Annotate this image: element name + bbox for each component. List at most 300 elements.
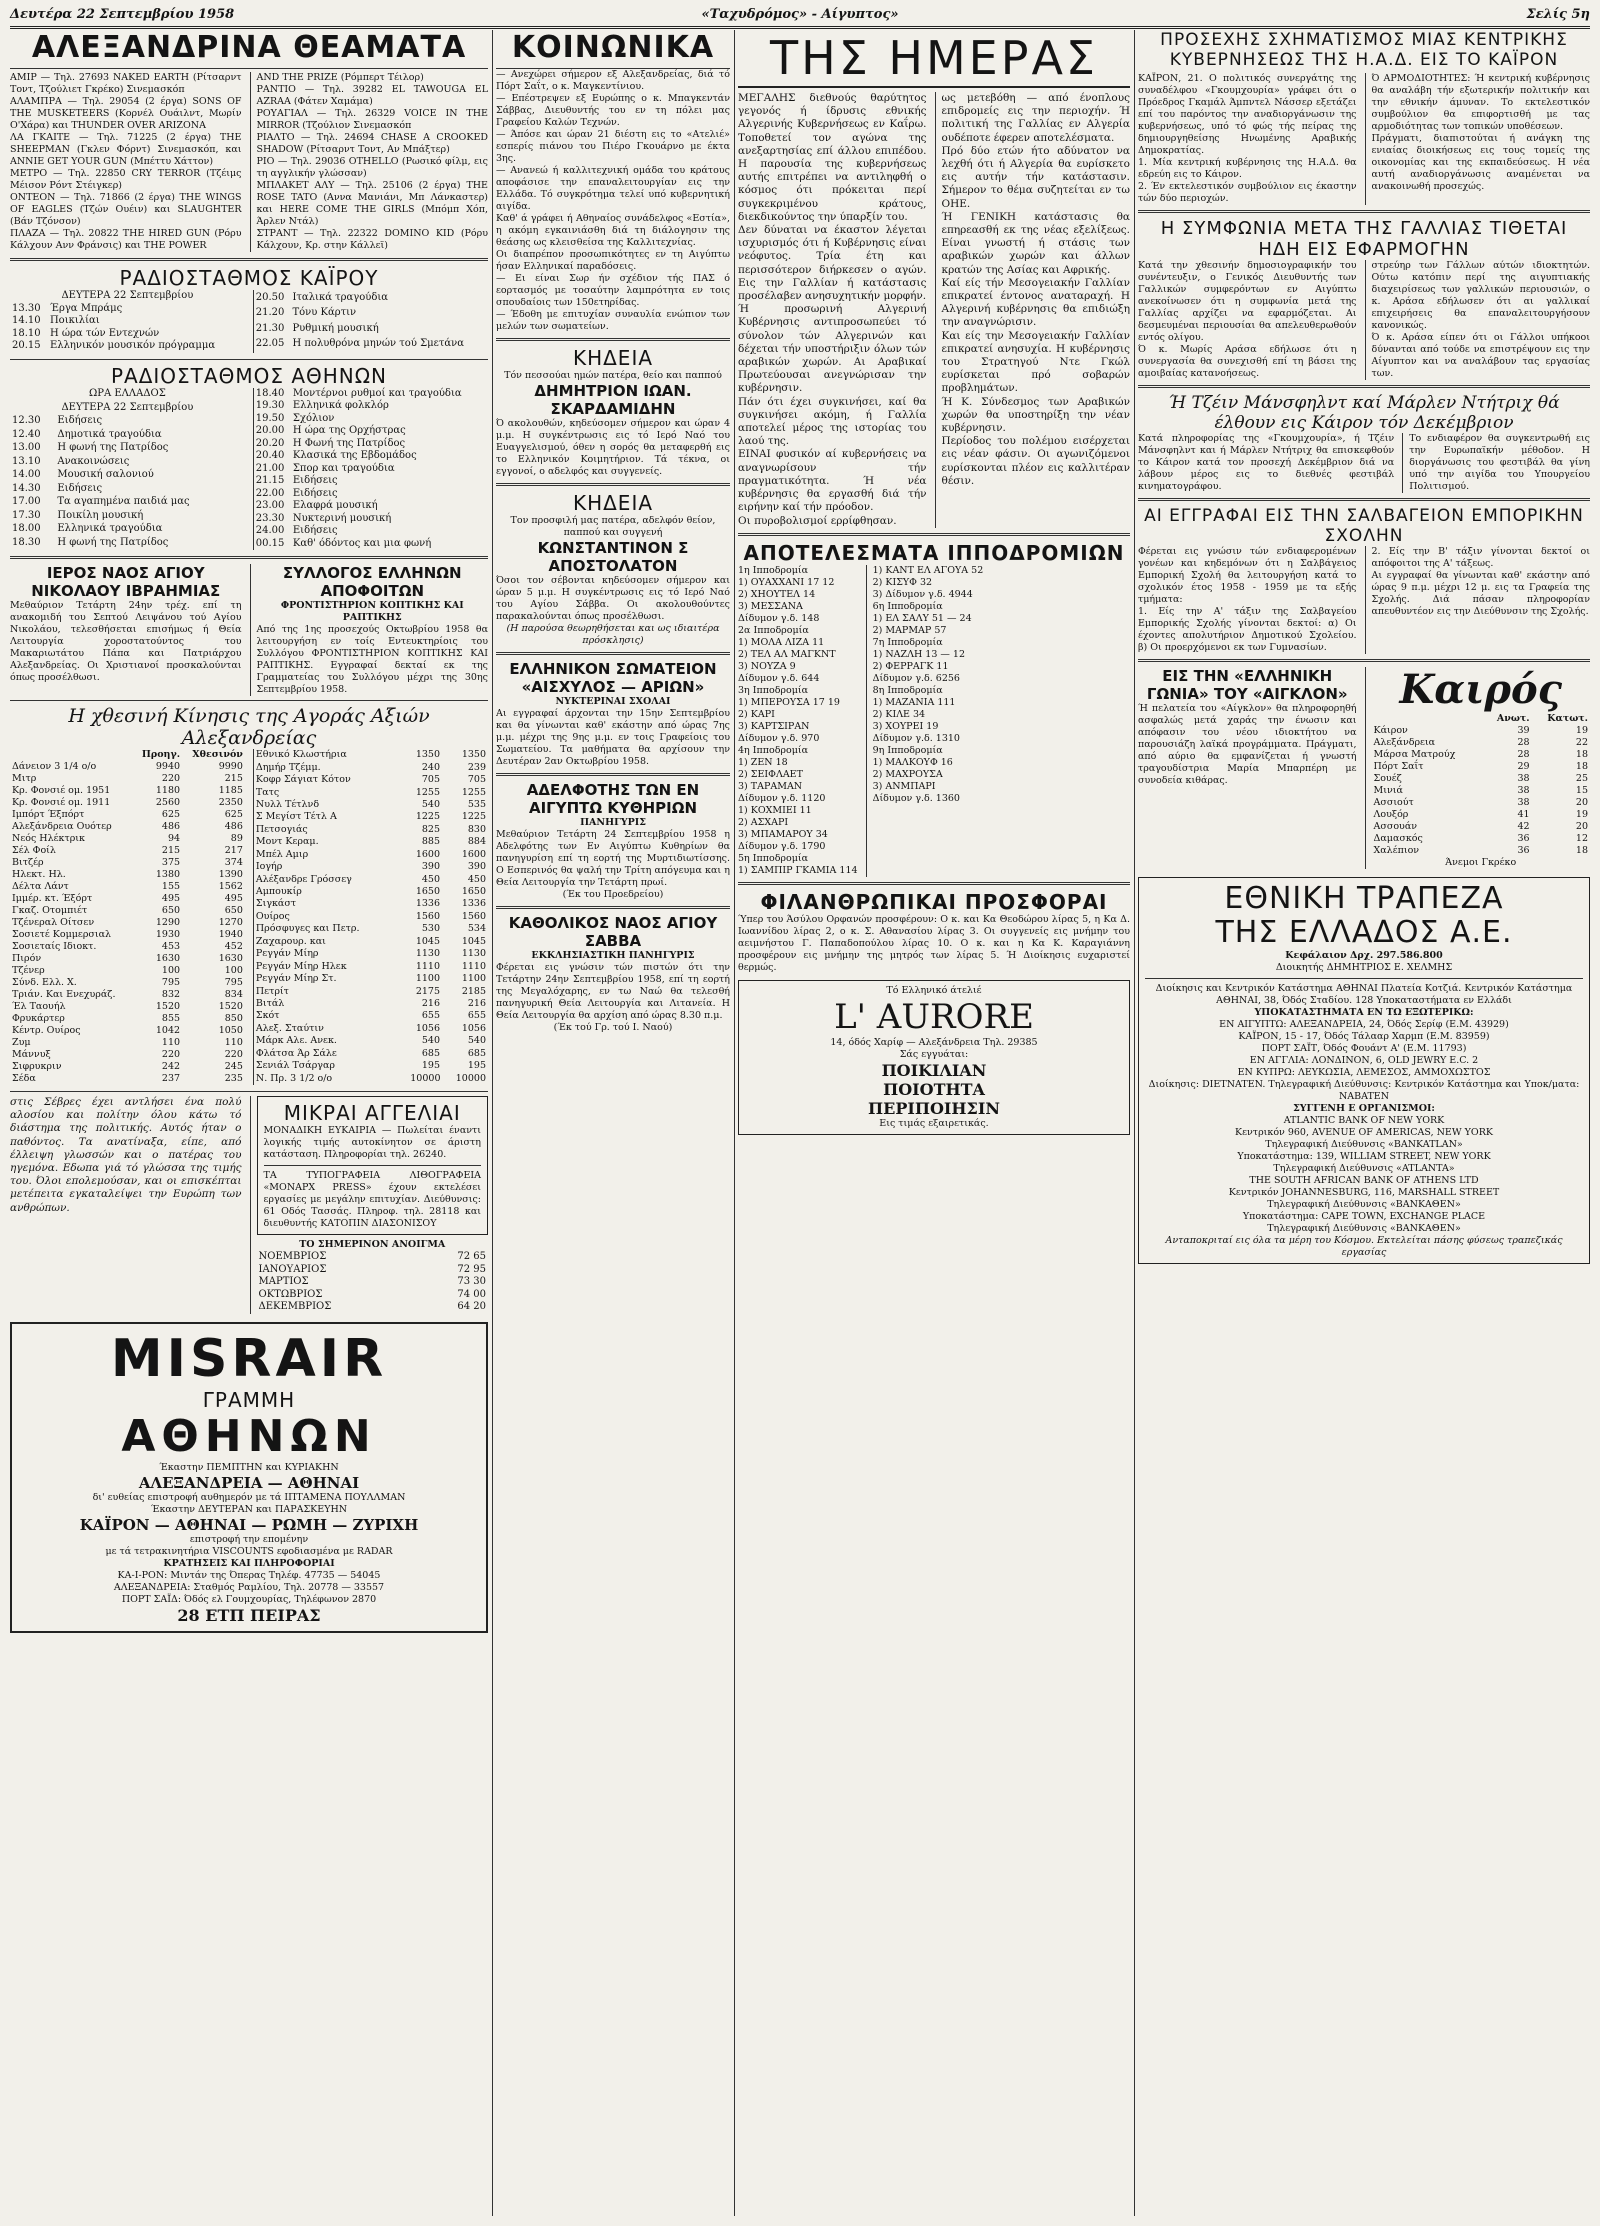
table-row: Μοντ Κεραμ. 885 884 xyxy=(255,836,486,848)
syllogos-notice xyxy=(250,564,489,696)
table-row: Τζένεραλ Οίτσεν 1290 1270 xyxy=(12,917,243,928)
program-row: 22.05 Η πολυθρόνα μηνών τού Σμετάνα xyxy=(255,338,464,350)
school-title: ΕΛΛΗΝΙΚΟΝ ΣΩΜΑΤΕΙΟΝ «ΑΙΣΧΥΛΟΣ — ΑΡΙΩΝ» xyxy=(509,660,717,696)
article-paragraph: Φέρεται εις γνώσιν τών ενδιαφερομένων γονέων και κηδεμόνων ότι η Σαλβάγειος Εμπορική Σχολή θα λειτουργήση κατά το σχολικόν έτος 1958 - 1959 με τα εξής τμήματα: xyxy=(1138,546,1357,605)
misrair-logo: MISRAIR xyxy=(110,1328,388,1389)
race-result: 5η Ιπποδρομία xyxy=(738,852,809,864)
table-row: Βιτάλ 216 216 xyxy=(255,997,486,1009)
table-row: Αλεξάνδρεια 28 22 xyxy=(1373,737,1588,748)
race-result: 3) ΑΝΜΠΑΡΙ xyxy=(872,780,936,792)
table-row: Ρεγγάν Μίηρ Στ. 1100 1100 xyxy=(255,973,486,985)
weather-logo: Καιρός xyxy=(1399,666,1563,713)
table-row: Μινιά 38 15 xyxy=(1373,785,1588,796)
editorial-paragraph: Καί είς τήν Μεσογειακήν Γαλλίαν επικρατεί έντονος αναταραχή. Η Αλγερινή κυβέρνησις θα επιδιώξη την αναγνώρισιν. xyxy=(941,276,1130,329)
program-row: 18.10 Η ώρα τών Εντεχνών xyxy=(12,327,160,339)
race-result: 2) ΚΙΛΕ 34 xyxy=(872,708,926,720)
program-row: 19.50 Σχόλιον xyxy=(255,412,335,424)
social-item: — Ανεχώρει σήμερον εξ Αλεξανδρείας, διά τό Πόρτ Σαΐτ, ο κ. Μαγκεντίνιου. xyxy=(496,69,730,92)
radio-cairo-date: ΔΕΥΤΕΡΑ 22 Σεπτεμβρίου xyxy=(61,290,194,301)
page-masthead xyxy=(10,4,1590,29)
social-item: — Έδοθη με επιτυχίαν συναυλία ενώπιον των μελών των σωματείων. xyxy=(496,309,730,332)
bank-affiliate: ATLANTIC BANK OF NEW YORK xyxy=(1283,1115,1445,1126)
aurore-item: ΠΟΙΚΙΛΙΑΝ xyxy=(881,1060,987,1080)
aurore-ad xyxy=(738,980,1130,1135)
program-row: 17.30 Ποικίλη μουσική xyxy=(12,509,144,521)
bank-title: ΕΘΝΙΚΗ ΤΡΑΠΕΖΑ xyxy=(1224,881,1504,916)
bank-affiliate: Τηλεγραφική Διεύθυνσις «ΒΑΝΚΑΘΕΝ» xyxy=(1267,1223,1461,1234)
table-row: Ιογήρ 390 390 xyxy=(255,861,486,873)
table-row: Ρεγγάν Μίηρ 1130 1130 xyxy=(255,948,486,960)
weather-box xyxy=(1365,667,1591,869)
funeral-text: Ό ακολουθών, κηδεύσομεν σήμερον και ώραν 4 μ.μ. Η συγκέντρωσις εις τό Ιερό Ναό του Ευαγγελισμού, όθεν η σορός θα μεταφερθή εις το Ελληνικόν Κοιμητήριον. Τά τέκνα, οι εγγονοί, ο αδελφός και συγγενείς. xyxy=(496,418,730,477)
social-item: Οι διαπρέπον προσωπικότητες εν τη Αιγύπτω ήσαν Ελληνικαί παραδόσεις. xyxy=(496,249,730,272)
program-row: 14.10 Ποικιλίαι xyxy=(12,315,100,326)
race-result: 1) ΚΟΧΜΙΕΙ 11 xyxy=(738,804,812,816)
bank-branches-title: ΥΠΟΚΑΤΑΣΤΗΜΑΤΑ ΕΝ ΤΩ ΕΞΩΤΕΡΙΚΩ: xyxy=(1254,1007,1474,1018)
radio-cairo-title: ΡΑΔΙΟΣΤΑΘΜΟΣ ΚΑΪΡΟΥ xyxy=(119,266,379,290)
small-ad: ΜΟΝΑΔΙΚΗ ΕΥΚΑΙΡΙΑ — Πωλείται έναντι λογικής τιμής αυτοκίνητον σε άριστη κατάσταση. Πληροφορίαι τηλ. 26240. xyxy=(263,1125,481,1160)
theatre-listing: ΜΕΤΡΟ — Τηλ. 22850 CRY TERROR (Τζέιμς Μέισον Ρόντ Στέιγκερ) xyxy=(10,168,242,191)
program-row: 20.20 Η Φωνή της Πατρίδος xyxy=(255,437,406,449)
race-result: Δίδυμον γ.δ. 6256 xyxy=(872,672,960,684)
radio-athens-title: ΡΑΔΙΟΣΤΑΘΜΟΣ ΑΘΗΝΩΝ xyxy=(110,363,387,388)
church-title: ΙΕΡΟΣ ΝΑΟΣ ΑΓΙΟΥ ΝΙΚΟΛΑΟΥ ΙΒΡΑΗΜΙΑΣ xyxy=(31,564,221,600)
radio-athens-subtitle: ΩΡΑ ΕΛΛΑΔΟΣ xyxy=(88,388,166,400)
aurore-intro: Τό Ελληνικό άτελιέ xyxy=(886,984,982,996)
bank-affiliate: Κεντρικόν 960, AVENUE OF AMERICAS, NEW YORK xyxy=(1235,1127,1493,1138)
theatre-listing: ΣΤΡΑΝΤ — Τηλ. 22322 DOMINO KID (Ρόρυ Κάλχουν, Κρ. στην Κάλλεϊ) xyxy=(256,228,488,251)
program-row: 12.30 Ειδήσεις xyxy=(12,415,103,427)
table-row: ΜΑΡΤΙΟΣ 73 30 xyxy=(258,1276,486,1287)
editorial-fragment: στις Σέβρες έχει αντλήσει ένα πολύ αλοσίου και πολίτην όλου κάτω τό διάστημα της πολιτικής. Αυτός ήταν ο παθόντος. Τα ανατίναξα, είπε, από έλλειψη γλωσσών και ο πατέρας του ηγεμόνα. Εδωπα γιά τό γλώσσα της τιμής του. Όλοι επολεμούσαν, και οι επισκέπται μετέπειτα εγκαταλείψει την Ευρώπη των ανθρώπων. xyxy=(10,1096,242,1214)
table-row: Μιτρ 220 215 xyxy=(12,773,243,784)
theatre-listing: ΠΛΑΖΑ — Τηλ. 20822 THE HIRED GUN (Ρόρυ Κάλχουν Ανν Φράνσις) και THE POWER xyxy=(10,228,242,251)
table-row: Τατς 1255 1255 xyxy=(255,786,486,798)
aurore-logo: L' AURORE xyxy=(834,996,1034,1037)
race-result: 4η Ιπποδρομία xyxy=(738,744,809,756)
mansfield-title: Ή Τζέιν Μάνσφηλντ καί Μάρλεν Ντήτριχ θά έλθουν εις Κάιρον τόν Δεκέμβριον xyxy=(1168,393,1560,433)
table-row: Σύνδ. Ελλ. Χ. 795 795 xyxy=(12,977,243,988)
column-rule xyxy=(1134,30,1135,2216)
race-result: 1η Ιπποδρομία xyxy=(738,564,809,576)
bank-affiliates-title: ΣΥΓΓΕΝΗ Ε ΟΡΓΑΝΙΣΜΟΙ: xyxy=(1293,1103,1435,1114)
school-subtitle: ΝΥΚΤΕΡΙΝΑΙ ΣΧΟΛΑΙ xyxy=(555,696,671,707)
program-row: 21.15 Ειδήσεις xyxy=(255,475,338,486)
table-row: Σουέζ 38 25 xyxy=(1373,773,1588,784)
table-header-row: Ανωτ. Κατωτ. xyxy=(1496,713,1588,724)
column-4 xyxy=(1138,30,1590,2216)
table-row: Σέλ Φοίλ 215 217 xyxy=(12,845,243,856)
table-row: Πετσογιάς 825 830 xyxy=(255,823,486,835)
cathedral-title: ΚΑΘΟΛΙΚΟΣ ΝΑΟΣ ΑΓΙΟΥ ΣΑΒΒΑ xyxy=(508,914,718,950)
bank-affiliate: THE SOUTH AFRICAN BANK OF ATHENS LTD xyxy=(1249,1175,1479,1186)
table-row: Μάρκ Αλε. Ανεκ. 540 540 xyxy=(255,1035,486,1047)
article-paragraph: 1. Είς την Α' τάξιν της Σαλβαγείου Εμπορικής Σχολής γίνονται δεκτοί: α) Οι έχοντες απολυτήριον Δημοτικού Σχολείου. β) Οι προερχόμενοι εκ των Γυμνασίων. xyxy=(1138,606,1357,653)
editorial-title: ΤΗΣ ΗΜΕΡΑΣ xyxy=(738,30,1130,88)
race-result: Δίδυμον γ.δ. 148 xyxy=(738,612,820,624)
bank-branch: ΕΝ ΑΓΓΛΙΑ: ΛΟΝΔΙΝΟΝ, 6, OLD JEWRY E.C. 2 xyxy=(1249,1055,1479,1066)
bank-affiliate: Τηλεγραφική Διεύθυνσις «ATLANTA» xyxy=(1273,1163,1455,1174)
article-paragraph: Ό κ. Αράσα είπεν ότι οι Γάλλοι υπήκοοι δύνανται από τούδε να επιστρέψουν εις την Αίγυπτον και να αναλάβουν τας εργασίας των. xyxy=(1371,332,1590,379)
editorial-paragraph: ΜΕΓΑΛΗΣ διεθνούς θαρύτητος γεγονός ή ίδρυσις εθνικής Αλγερινής Κυβερνήσεως εν Καΐρω. Τοποθετεί τον αγώνα της ανεξαρτησίας επί άλλου επιπέδου. Η παρουσία της κυβερνήσεως αυτής επιτρέπει να αντιληφθή ο κόσμος ότι πρόκειται περί συγκεκριμένου κράτους, διεκδικούντος την ύπαρξίν του. xyxy=(738,92,927,223)
table-row: Χαλέπιον 36 18 xyxy=(1373,845,1588,856)
race-result: 2) ΚΙΣΥΦ 32 xyxy=(872,576,933,588)
editorial-paragraph: Δεν δύναται να έκαστον λέγεται ισχυρισμός ότι ή Κυβέρνησις είναι νεόφυτος. Τρία έτη και περισσότερον διήρκεσεν ο αγών. Εις την Γαλλίαν ή κατάστασις προσέλαβεν ανησυχητικήν μορφήν. xyxy=(738,224,927,303)
race-result: 1) ΜΟΛΑ ΛΙΖΑ 11 xyxy=(738,636,825,648)
table-row: Αλεξ. Σταύτιν 1056 1056 xyxy=(255,1022,486,1034)
small-ads-title: ΜΙΚΡΑΙ ΑΓΓΕΛΙΑΙ xyxy=(283,1101,461,1125)
table-row: Ιμπόρτ Έξπόρτ 625 625 xyxy=(12,809,243,820)
gonia-article xyxy=(1138,667,1357,869)
editorial-paragraph: Και είς την Μεσογειακήν Γαλλίαν επικρατεί ανησυχία. Η κυβέρνησις του Στρατηγού Ντε Γκώλ ευρίσκεται πρό σοβαρών προβλημάτων. xyxy=(941,329,1130,395)
page-number: Σελίς 5η xyxy=(1526,7,1590,22)
column-3 xyxy=(738,30,1130,2216)
race-result: Δίδυμον γ.δ. 970 xyxy=(738,732,820,744)
misrair-text: Έκαστην ΔΕΥΤΕΡΑΝ και ΠΑΡΑΣΚΕΥΗΝ xyxy=(150,1503,348,1515)
bank-footer: Ανταποκριταί εις όλα τα μέρη του Κόσμου. Εκτελείται πάσης φύσεως τραπεζικάς εργασίας xyxy=(1165,1235,1563,1258)
bank-hq: Διοίκησις και Κεντρικόν Κατάστημα ΑΘΗΝΑΙ Πλατεία Κοτζιά. Κεντρικόν Κατάστημα ΑΘΗΝΑΙ, 38, Όδός Σταδίου. 128 Υποκαταστήματα εν Ελλάδι xyxy=(1155,983,1573,1006)
race-result: 2) ΜΑΧΡΟΥΣΑ xyxy=(872,768,943,780)
table-row: Ασσουάν 42 20 xyxy=(1373,821,1588,832)
race-result: Δίδυμον γ.δ. 1310 xyxy=(872,732,960,744)
misrair-footer: 28 ΕΤΠ ΠΕΙΡΑΣ xyxy=(177,1605,321,1625)
bank-governor: Διοικητής ΔΗΜΗΤΡΙΟΣ Ε. ΧΕΛΜΗΣ xyxy=(1275,962,1453,973)
race-result: 2) ΑΣΧΑΡΙ xyxy=(738,816,789,828)
radio-cairo-section xyxy=(10,266,488,353)
table-row: ΝΟΕΜΒΡΙΟΣ 72 65 xyxy=(258,1251,486,1262)
theatre-listing: ΡΙΑΛΤΟ — Τηλ. 24694 CHASE A CROOKED SHADOW (Ρίτσαρντ Τοντ, Αν Μπάξτερ) xyxy=(256,132,488,155)
program-row: 23.30 Νυκτερινή μουσική xyxy=(255,512,392,524)
bank-capital: Κεφάλαιον Δρχ. 297.586.800 xyxy=(1285,950,1443,961)
table-row: Κέντρ. Ουίρος 1042 1050 xyxy=(12,1025,243,1036)
races-list xyxy=(866,565,984,877)
gold-title: ΤΟ ΣΗΜΕΡΙΝΟΝ ΑΝΟΙΓΜΑ xyxy=(299,1239,446,1250)
race-result: 1) ΕΛ ΣΑΛΥ 51 — 24 xyxy=(872,612,972,624)
weather-table xyxy=(1372,713,1591,857)
table-row: Βιτζέρ 375 374 xyxy=(12,857,243,868)
theatre-listing: ΡΙΟ — Τηλ. 29036 OTHELLO (Ρωσικό φίλμ, εις τη αγγλικήν γλώσσαν) xyxy=(256,156,488,179)
table-row: Φλάτσα Άρ Σάλε 685 685 xyxy=(255,1047,486,1059)
table-row: Νεός Ηλέκτρικ 94 89 xyxy=(12,833,243,844)
bank-branch: ΕΝ ΑΙΓΥΠΤΩ: ΑΛΕΞΑΝΔΡΕΙΑ, 24, Όδός Σερίφ (Ε.Μ. 43929) xyxy=(1219,1019,1509,1030)
table-row: Ηλεκτ. Ηλ. 1380 1390 xyxy=(12,869,243,880)
article-paragraph: Ό κ. Μωρίς Αράσα εδήλωσε ότι η συνεργασία θα συνεχισθή επί τη βάσει της αμοιβαίας κατανοήσεως. xyxy=(1138,344,1357,379)
program-row: 13.10 Ανακοινώσεις xyxy=(12,455,130,467)
donations-title: ΦΙΛΑΝΘΡΩΠΙΚΑΙ ΠΡΟΣΦΟΡΑΙ xyxy=(760,889,1108,914)
table-row: Ασσιούτ 38 20 xyxy=(1373,797,1588,808)
program-row: 18.40 Μοντέρνοι ρυθμοί και τραγούδια xyxy=(255,387,462,399)
table-row: Σοσιετέ Κομμερσιαλ 1930 1940 xyxy=(12,929,243,940)
cathedral-subtitle: ΕΚΚΛΗΣΙΑΣΤΙΚΗ ΠΑΝΗΓΥΡΙΣ xyxy=(531,950,695,961)
table-row: Σιγκάστ 1336 1336 xyxy=(255,898,486,910)
race-result: 2) ΤΕΛ ΑΛ ΜΑΓΚΝΤ xyxy=(738,648,836,660)
article-paragraph: 2. Έν εκτελεστικόν συμβούλιον εις έκαστην τών δύο περιοχών. xyxy=(1138,181,1357,204)
table-row: Πόρτ Σαΐτ 29 18 xyxy=(1373,761,1588,772)
table-row: Σέδα 237 235 xyxy=(12,1073,243,1084)
misrair-line: ΓΡΑΜΜΗ xyxy=(202,1387,296,1412)
table-row: Ιμμέρ. κτ. Έξόρτ 495 495 xyxy=(12,893,243,904)
table-row: Νυλλ Τέτλνδ 540 535 xyxy=(255,798,486,810)
small-ads-box xyxy=(257,1096,489,1235)
theatre-listing: ΛΑ ΓΚΑΙΤΕ — Τηλ. 71225 (2 έργα) THE SHEEPMAN (Γκλεν Φόρντ) Σινεμασκόπ, και ANNIE GET YOUR GUN (Μπέττυ Χάττον) xyxy=(10,132,242,167)
race-result: 2) ΦΕΡΡΑΓΚ 11 xyxy=(872,660,949,672)
table-row: Σοσιεταίς Ιδιοκτ. 453 452 xyxy=(12,941,243,952)
editorial-paragraph: Ή προσωρινή Αλγερινή Κυβέρνησις αντιπροσωπεύει τό σύνολον τών Αλγερινών και δέχεται τήν υποστήριξιν όλων τών αραβικών χωρών. Αι Αραβικαί Πρωτεύουσαι ανεγνώρισαν την κυβέρνησιν. xyxy=(738,303,927,395)
misrair-route: ΑΛΕΞΑΝΔΡΕΙΑ — ΑΘΗΝΑΙ xyxy=(138,1473,360,1492)
table-row: Ζαχαρουρ. και 1045 1045 xyxy=(255,935,486,947)
social-item: Καθ' ά γράφει ή Αθηναίος συνάδελφος «Εστία», η ακόμη εγκαινιάσθη διά τη διάλογησιν της θεάσης ως κλεισθείσα της Καλλιτεχνίας. xyxy=(496,213,730,248)
bank-branch: ΕΝ ΚΥΠΡΩ: ΛΕΥΚΩΣΙΑ, ΛΕΜΕΣΟΣ, ΑΜΜΟΧΩΣΤΟΣ xyxy=(1237,1067,1491,1078)
theatres-section xyxy=(10,30,488,252)
race-result: 1) ΚΑΝΤ ΕΛ ΑΓΟΥΑ 52 xyxy=(872,564,984,576)
radio-athens-date: ΔΕΥΤΕΡΑ 22 Σεπτεμβρίου xyxy=(61,401,194,413)
radio-cairo-table xyxy=(10,290,245,353)
program-row: 13.30 Έργα Μπράμς xyxy=(12,302,123,314)
theatres-title: ΑΛΕΞΑΝΔΡΙΝΑ ΘΕΑΜΑΤΑ xyxy=(10,30,488,69)
table-row: Μάρσα Ματρούχ 28 18 xyxy=(1373,749,1588,760)
table-row: Τριάν. Και Ενεχυράζ. 832 834 xyxy=(12,989,243,1000)
market-section xyxy=(10,705,488,1085)
race-result: 8η Ιπποδρομία xyxy=(872,684,943,696)
syllogos-subtitle: ΦΡΟΝΤΙΣΤΗΡΙΟΝ ΚΟΠΤΙΚΗΣ ΚΑΙ ΡΑΠΤΙΚΗΣ xyxy=(280,600,464,623)
program-row: 22.00 Ειδήσεις xyxy=(255,487,338,499)
table-row: Κρ. Φονσιέ ομ. 1951 1180 1185 xyxy=(12,785,243,796)
table-row: Μάννυξ 220 220 xyxy=(12,1049,243,1060)
race-result: 2α Ιπποδρομία xyxy=(738,624,809,636)
article-paragraph: Κατά πληροφορίας της «Γκουμχουρία», ή Τζέιν Μάνσφηλντ και ή Μάρλεν Ντήτριχ θα επισκεφθούν το Κάιρον κατά τον προσεχή Δεκέμβριον διά να λάβουν μέρος εις το διεθνές φεστιβάλ κινηματογράφου. xyxy=(1138,433,1395,492)
bank-affiliate: Τηλεγραφική Διεύθυνσις «BANKATLAN» xyxy=(1265,1139,1463,1150)
gonia-text: Ή πελατεία του «Αίγκλον» θα πληροφορηθή ασφαλώς μετά χαράς την ένωσιν και απόφασιν του νέου ιδιοκτήτου να παρουσιάζη λαϊκά προγράμματα. Πράγματι, από αύριο θα εμφανίζεται ή γνωστή τραγουδίστρια Μαρία Μπαρπέρη με συνοδεία κιθάρας. xyxy=(1138,703,1357,786)
funeral-name: ΚΩΝΣΤΑΝΤΙΝΟΝ Σ ΑΠΟΣΤΟΛΑΤΟΝ xyxy=(537,539,689,575)
editorial-paragraph: Περίοδος του πολέμου εισέρχεται εις νέαν φάσιν. Οι αγωνιζόμενοι ευρίσκονται πλέον εις καλλιτέραν θέσιν. xyxy=(941,435,1130,487)
cairo-govt-title: ΠΡΟΣΕΧΗΣ ΣΧΗΜΑΤΙΣΜΟΣ ΜΙΑΣ ΚΕΝΤΡΙΚΗΣ ΚΥΒΕΡΝΗΣΕΩΣ ΤΗΣ Η.Α.Δ. ΕΙΣ ΤΟ ΚΑΪΡΟΝ xyxy=(1160,30,1568,70)
races-title: ΑΠΟΤΕΛΕΣΜΑΤΑ ΙΠΠΟΔΡΟΜΙΩΝ xyxy=(743,540,1125,565)
column-rule xyxy=(734,30,735,2216)
race-result: 1) ΖΕΝ 18 xyxy=(738,756,788,768)
table-row: Κάιρον 39 19 xyxy=(1373,725,1588,736)
race-result: 3) ΚΑΡΤΣΙΡΑΝ xyxy=(738,720,810,732)
article-paragraph: Πράγματι, διαπιστούται ή ανάγκη της ενιαίας διοικήσεως εις τους τομείς της οικονομίας και της εκπαιδεύσεως. Η νέα αυτή αναδιοργάνωσις αναμένεται να ανακοινωθή προσεχώς. xyxy=(1371,133,1590,192)
program-row: 20.50 Ιταλικά τραγούδια xyxy=(255,291,389,303)
cathedral-sign: (Έκ τού Γρ. τού Ι. Ναού) xyxy=(553,1022,673,1033)
brotherhood-sign: (Έκ του Προεδρείου) xyxy=(562,889,664,900)
theatre-listing: ΟΝΤΕΟΝ — Τηλ. 71866 (2 έργα) THE WINGS OF EAGLES (Τζών Ουέιν) και SLAUGHTER (Βάν Τζόνσον) xyxy=(10,192,242,227)
race-result: 1) ΜΠΕΡΟΥΣΑ 17 19 xyxy=(738,696,840,708)
table-row: Έλ Ταουήλ 1520 1520 xyxy=(12,1001,243,1012)
misrair-text: με τά τετρακινητήρια VISCOUNTS εφοδιασμένα με RADAR xyxy=(105,1545,393,1557)
races-list xyxy=(738,565,858,877)
funeral-title: ΚΗΔΕΙΑ xyxy=(572,491,654,515)
theatre-listing: AND THE PRIZE (Ρόμπερτ Τέιλορ) xyxy=(256,72,424,83)
program-row: 21.30 Ρυθμική μουσική xyxy=(255,322,379,334)
program-row: 23.00 Ελαφρά μουσική xyxy=(255,500,378,511)
table-row: Φρυκάρτερ 855 850 xyxy=(12,1013,243,1024)
theatre-listing: ΜΠΛΑΚΕΤ ΑΛΥ — Τηλ. 25106 (2 έργα) THE ROSE TATO (Αννα Μανιάνι, Μπ Λάνκαστερ) και HERE COME THE GIRLS (Μπόμπ Χόπ, Άρλεν Ντάλ) xyxy=(256,180,488,227)
misrair-contact: ΚΑ-Ι-ΡΟΝ: Μιντάν της Όπερας Τηλέφ. 47735 — 54045 xyxy=(117,1569,381,1581)
race-result: 6η Ιπποδρομία xyxy=(872,600,943,612)
funeral-intro: Τον προσφιλή μας πατέρα, αδελφόν θείον, παππού και συγγενή xyxy=(510,515,716,538)
weather-footer: Άνεμοι Γκρέκο xyxy=(1445,857,1517,868)
funeral-name: ΔΗΜΗΤΡΙΟΝ ΙΩΑΝ. ΣΚΑΡΔΑΜΙΔΗΝ xyxy=(534,382,692,418)
misrair-text: ΚΡΑΤΗΣΕΙΣ ΚΑΙ ΠΛΗΡΟΦΟΡΙΑΙ xyxy=(163,1557,335,1569)
race-result: 2) ΣΕΙΦΛΑΕΤ xyxy=(738,768,803,780)
bank-ad xyxy=(1138,877,1590,1264)
issue-date: Δευτέρα 22 Σεπτεμβρίου 1958 xyxy=(10,7,235,22)
table-row: ΙΑΝΟΥΑΡΙΟΣ 72 95 xyxy=(258,1263,486,1275)
editorial-paragraph: Ή ΓΕΝΙΚΗ κατάστασις θα επηρεασθή εκ της νέας εξελίξεως. Είναι γνωστή ή στάσις των αραβικών χωρών και άλλων κρατών της Ασίας και Αφρικής. xyxy=(941,210,1130,276)
misrair-ad xyxy=(10,1322,488,1633)
market-table xyxy=(253,749,488,1085)
misrair-text: επιστροφή την επομένην xyxy=(189,1533,309,1545)
aurore-item: ΠΕΡΙΠΟΙΗΣΙΝ xyxy=(868,1098,1000,1118)
theatre-listing: ΡΟΥΑΓΙΑΛ — Τηλ. 26329 VOICE IN THE MIRROR (Τζούλιον Σινεμασκόπ xyxy=(256,108,488,131)
theatre-listing: ΑΛΑΜΠΡΑ — Τηλ. 29054 (2 έργα) SONS OF THE MUSKETEERS (Κορνέλ Ουάιλντ, Μωρίν Ο'Χάρα) και THUNDER OVER ARIZONA xyxy=(10,96,242,131)
article-paragraph: Ό ΑΡΜΟΔΙΟΤΗΤΕΣ: Ή κεντρική κυβέρνησις θα αναλάβη τήν εξωτερικήν πολιτικήν και την εθνικήν άμυναν. Το εκτελεστικόν συμβούλιον θα επιφορτισθή με τας αρμοδιότητας των τοπικών υποθέσεων. xyxy=(1371,73,1590,132)
editorial-paragraph: Πάν ότι έχει συγκινήσει, καί θα συγκινήσει ακόμη, ή Γαλλία αποτελεί μέρος της ιστορίας του λαού της. xyxy=(738,395,927,448)
table-row: ΟΚΤΩΒΡΙΟΣ 74 00 xyxy=(258,1288,486,1300)
bank-telegraph: Διοίκησις: DIETNATEN. Τηλεγραφική Διεύθυνσις: Κεντρικόν Κατάστημα και Υποκ/ματα: NABATEN xyxy=(1148,1079,1580,1102)
race-result: Δίδυμον γ.δ. 1790 xyxy=(738,840,826,852)
france-title: Η ΣΥΜΦΩΝΙΑ ΜΕΤΑ ΤΗΣ ΓΑΛΛΙΑΣ ΤΙΘΕΤΑΙ ΗΔΗ ΕΙΣ ΕΦΑΡΜΟΓΗΝ xyxy=(1160,218,1568,260)
editorial-paragraph: Οι πυροβολισμοί ερρίφθησαν. xyxy=(738,514,897,527)
misrair-text: δι' ευθείας επιστροφή αυθημερόν με τά ΙΠΤΑΜΕΝΑ ΠΟΥΛΛΜΑΝ xyxy=(92,1491,406,1503)
social-item: — Ει είναι Σωρ ήν σχέδιον τής ΠΑΣ ό εορτασμός με τοσαύτην λαμπρότητα εν τοις σπουδαίοις των 150ετηρίδας. xyxy=(496,273,730,308)
bank-title: ΤΗΣ ΕΛΛΑΔΟΣ Α.Ε. xyxy=(1215,915,1513,950)
table-row: Δέλτα Λάντ 155 1562 xyxy=(12,881,243,892)
funeral-title: ΚΗΔΕΙΑ xyxy=(572,346,654,370)
table-row: Σενιάλ Τσάργαρ 195 195 xyxy=(255,1060,486,1072)
aurore-item: ΠΟΙΟΤΗΤΑ xyxy=(883,1079,985,1099)
program-row: 18.30 Η φωνή της Πατρίδος xyxy=(12,536,169,548)
table-row: Σιφρυκριν 242 245 xyxy=(12,1061,243,1072)
race-result: 3) ΧΟΥΡΕΙ 19 xyxy=(872,720,939,732)
radio-athens-table xyxy=(10,388,245,551)
brotherhood-title: ΑΔΕΛΦΟΤΗΣ ΤΩΝ ΕΝ ΑΙΓΥΠΤΩ ΚΥΘΗΡΙΩΝ xyxy=(526,781,700,817)
table-row: Πιρόν 1630 1630 xyxy=(12,953,243,964)
editorial-paragraph: ΕΙΝΑΙ φυσικόν αί κυβερνήσεις να αναγνωρίσουν τήν πραγματικότητα. Ή νέα κυβέρνησις θα εργασθή διά τήν ειρήνην καί τήν πρόοδον. xyxy=(738,448,927,514)
race-result: 2) ΧΗΟΥΤΕΛ 14 xyxy=(738,588,816,600)
article-paragraph: 1. Μία κεντρική κυβέρνησις της Η.Α.Δ. θα εδρεύη εις το Κάιρον. xyxy=(1138,157,1357,180)
program-row: 14.00 Μουσική σαλονιού xyxy=(12,469,154,481)
table-row: Κρ. Φονσιέ ομ. 1911 2560 2350 xyxy=(12,797,243,808)
column-2 xyxy=(496,30,730,2216)
program-row: 00.15 Καθ' όδόντος και μια φωνή xyxy=(255,537,432,549)
table-row: Ν. Πρ. 3 1/2 ο/ο 10000 10000 xyxy=(255,1072,486,1084)
bank-affiliate: Υποκατάστημα: CAPE TOWN, EXCHANGE PLACE xyxy=(1242,1211,1486,1222)
race-result: 7η Ιπποδρομία xyxy=(872,636,943,648)
program-row: 19.30 Ελληνικά φολκλόρ xyxy=(255,400,389,411)
program-row: 24.00 Ειδήσεις xyxy=(255,525,338,536)
social-title: ΚΟΙΝΩΝΙΚΑ xyxy=(496,30,730,69)
aurore-footer: Εις τιμάς εξαιρετικάς. xyxy=(879,1117,989,1129)
misrair-route: ΚΑΪΡΟΝ — ΑΘΗΝΑΙ — ΡΩΜΗ — ΖΥΡΙΧΗ xyxy=(79,1515,419,1534)
table-row: ΔΕΚΕΜΒΡΙΟΣ 64 20 xyxy=(258,1301,486,1312)
table-row: Εθνικό Κλωστήρια 1350 1350 xyxy=(255,749,486,761)
program-row: 14.30 Ειδήσεις xyxy=(12,482,103,494)
syllogos-text: Από της 1ης προσεχούς Οκτωβρίου 1958 θα λειτουργήση εν τοίς Εντευκτηρίοις του Συλλόγου ΦΡΟΝΤΙΣΤΗΡΙΟΝ ΚΟΠΤΙΚΗΣ ΚΑΙ ΡΑΠΤΙΚΗΣ. Εγγραφαί δεκταί εκ της Γραμματείας του Συλλόγου μέχρι της 30ης Σεπτεμβρίου 1958. xyxy=(256,624,488,695)
radio-athens-section xyxy=(10,364,488,551)
race-result: Δίδυμον γ.δ. 1360 xyxy=(872,792,960,804)
race-result: 2) ΜΑΡΜΑΡ 57 xyxy=(872,624,947,636)
cathedral-text: Φέρεται εις γνώσιν τών πιστών ότι την Τετάρτην 24ην Σεπτεμβρίου 1958, επί τη εορτή της Μεγαλόχαρης, εν τω Ναώ θα τελεσθή πανηγυρική Θεία Λειτουργία και Λιτανεία. Η Θεία Λειτουργία θα αρχίση από ώρας 8.30 π.μ. xyxy=(496,962,730,1021)
race-result: 3) ΜΠΑΜΑΡΟΥ 34 xyxy=(738,828,828,840)
table-row: Δαμασκός 36 12 xyxy=(1373,833,1588,844)
article-paragraph: στρεύηρ των Γάλλων αύτών ιδιοκτητών. Ούτω κατόπιν περί της αιγυπτιακής διαχειρίσεως των γαλλικών περιουσιών, ο κ. Αράσα εδήλωσεν ότι αι γαλλικαί επιχειρήσεις θα επαναλειτουργήσουν κανονικώς. xyxy=(1371,260,1590,331)
small-ad: ΤΑ ΤΥΠΟΓΡΑΦΕΙΑ ΛΙΘΟΓΡΑΦΕΙΑ «ΜΟΝΑΡΧ PRESS» έχουν εκτελέσει εργασίες με μεγάλην επιτυχίαν. Διεύθυνσις: 61 Οδός Τασσάς. Πληροφ. τηλ. 28118 και διευθυντής ΚΑΤΟΠΙΝ ΔΙΑΣΟΝΙΣΟΥ xyxy=(263,1170,481,1229)
column-1 xyxy=(10,30,488,2216)
article-paragraph: ΚΑΪΡΟΝ, 21. Ο πολιτικός συνεργάτης της συναδέλφου «Γκουμχουρία» γράφει ότι ο Πρόεδρος Γκαμάλ Άμπντελ Νάσσερ εξετάζει επί του παρόντος την αναδιοργάνωσιν της κυβερνήσεως, υπό τό φώς τής πείρας της δημιουργηθείσης Ηνωμένης Αραβικής Δημοκρατίας. xyxy=(1138,73,1357,156)
market-title: Η χθεσινή Κίνησις της Αγοράς Αξιών Αλεξανδρείας xyxy=(68,705,430,749)
race-result: 1) ΝΑΖΛΗ 13 — 12 xyxy=(872,648,966,660)
radio-athens-table xyxy=(253,388,488,551)
program-row: 20.00 Η ώρα της Ορχήστρας xyxy=(255,425,406,436)
market-table xyxy=(10,749,245,1085)
race-result: 1) ΟΥΑΧΧΑΝΙ 17 12 xyxy=(738,576,835,588)
table-row: Αλεξάνδρεια Ουότερ 486 486 xyxy=(12,821,243,832)
table-row: Ουίρος 1560 1560 xyxy=(255,910,486,922)
race-result: 1) ΜΑΖΑΝΙΑ 111 xyxy=(872,696,956,708)
race-result: 3η Ιπποδρομία xyxy=(738,684,809,696)
misrair-contact: ΑΛΕΞΑΝΔΡΕΙΑ: Σταθμός Ραμλίου, Τηλ. 20778 — 33557 xyxy=(113,1581,385,1593)
bank-branch: ΠΟΡΤ ΣΑΪΤ, Όδός Φουάντ Α' (Ε.Μ. 11793) xyxy=(1261,1043,1467,1054)
donations-text: Ύπερ του Άσύλου Ορφανών προσφέρουν: Ο κ. και Κα Θεοδώρου λίρας 5, η Κα Δ. Ιωαννίδου λίρας 2, ο κ. Σ. Αθανασίου λίρας 3. Οι συγγενείς εις μνήμην του αειμνήστου Γ. Παπαδοπούλου λίρας 10. Ο κ. και η Κα Κ. Καραγιάννη προσφέρουν εις μνήμην της μητρός των λίρας 5. Ή Διοίκησις ευχαριστεί θερμώς. xyxy=(738,913,1130,973)
table-row: Ρεγγάν Μίηρ Ηλεκ 1110 1110 xyxy=(255,960,486,972)
race-result: 1) ΜΑΛΚΟΥΦ 16 xyxy=(872,756,953,768)
table-header-row: Προηγ. Χθεσινόν xyxy=(141,749,243,760)
funeral-intro: Τόν πεσσούαι ημών πατέρα, θείο και παππού xyxy=(504,370,722,381)
article-paragraph: Το ενδιαφέρον θα συγκεντρωθή εις την Ευρωπαϊκήν μέθοδον. Η διοργάνωσις του φεστιβάλ θα γίνη υπό την αιγίδα του Υπουργείου Πολιτισμού. xyxy=(1402,433,1590,493)
race-result: 3) Δίδυμον γ.δ. 4944 xyxy=(872,588,973,600)
article-paragraph: Αι εγγραφαί θα γίνωνται καθ' εκάστην από ώρας 9 π.μ. μέχρι 12 μ. εις τα Γραφεία της Σχολής. Διά πάσαν πληροφορίαν απευθυντέον εις την Διεύθυνσιν της Σχολής. xyxy=(1371,570,1590,617)
table-row: Ζυμ 110 110 xyxy=(12,1037,243,1048)
program-row: 21.00 Σπορ και τραγούδια xyxy=(255,462,395,474)
bank-affiliate: Τηλεγραφική Διεύθυνσις «ΒΑΝΚΑΘΕΝ» xyxy=(1267,1199,1461,1210)
table-row: Τζένερ 100 100 xyxy=(12,965,243,976)
school-text: Αι εγγραφαί άρχονται την 15ην Σεπτεμβρίου και θα γίνωνται καθ' εκάστην από ώρας 7ης μ.μ. μέχρι της 9ης μ.μ. εν τοις Γραφείοις του Σωματείου. Τα μαθήματα θα αρχίσουν την Δευτέραν 2αν Οκτωβρίου 1958. xyxy=(496,708,730,767)
program-row: 17.00 Τα αγαπημένα παιδιά μας xyxy=(12,496,190,508)
race-result: 2) ΚΑΡΙ xyxy=(738,708,775,720)
race-result: Δίδυμον γ.δ. 644 xyxy=(738,672,820,684)
program-row: 12.40 Δημοτικά τραγούδια xyxy=(12,428,162,440)
program-row: 20.40 Κλασικά της Εβδομάδος xyxy=(255,450,417,461)
race-result: 9η Ιπποδρομία xyxy=(872,744,943,756)
salvagios-title: ΑΙ ΕΓΓΡΑΦΑΙ ΕΙΣ ΤΗΝ ΣΑΛΒΑΓΕΙΟΝ ΕΜΠΟΡΙΚΗΝ ΣΧΟΛΗΝ xyxy=(1144,506,1584,546)
table-row: Γκαζ. Οτομπιέτ 650 650 xyxy=(12,905,243,916)
bank-branch: ΚΑΪΡΟΝ, 15 - 17, Όδός Τάλααρ Χαρμπ (Ε.Μ. 83959) xyxy=(1238,1031,1490,1042)
church-notice xyxy=(10,564,242,696)
social-item: — Ανανεώ ή καλλιτεχνική ομάδα του κράτους αποφάσισε την επαναλειτουργίαν εις την Ελλάδα. Τό συγκρότημα τελεί υπό κυβερνητική αιγίδα. xyxy=(496,165,730,212)
funeral-note: (Η παρούσα θεωρηθήσεται και ως ιδιαιτέρα πρόσκλησις) xyxy=(506,623,720,646)
aurore-address: 14, όδός Χαρίφ — Αλεξάνδρεια Τηλ. 29385 xyxy=(830,1036,1038,1048)
editorial-paragraph: ως μετεβόθη — από ένοπλους επιδρομείς εις την περιοχήν. Ή πολιτική της Γαλλίας εν Αλγερία ουδέποτε έφερεν αποτελέσματα. xyxy=(941,92,1130,144)
table-row: Δημήρ Τζέμμ. 240 239 xyxy=(255,761,486,773)
table-row: Λουξόρ 41 19 xyxy=(1373,809,1588,820)
bank-affiliate: Κεντρικόν JOHANNESBURG, 116, MARSHALL STREET xyxy=(1228,1187,1500,1198)
table-row: Κοφρ Σάγιατ Κότον 705 705 xyxy=(255,774,486,786)
program-row: 20.15 Ελληνικόν μουσικόν πρόγραμμα xyxy=(12,340,216,351)
race-result: 3) ΜΕΣΣΑΝΑ xyxy=(738,600,803,612)
editorial-paragraph: Πρό δύο ετών ήτο αδύνατον να λεχθή ότι ή Αλγερία θα ευρίσκετο εις αυτήν τήν κατάστασιν. Σήμερον το θέμα συζητείται εν τω ΟΗΕ. xyxy=(941,144,1130,210)
race-result: Δίδυμον γ.δ. 1120 xyxy=(738,792,826,804)
program-row: 13.00 Η φωνή της Πατρίδος xyxy=(12,442,169,454)
gonia-title: ΕΙΣ ΤΗΝ «ΕΛΛΗΝΙΚΗ ΓΩΝΙΑ» ΤΟΥ «ΑΙΓΚΛΟΝ» xyxy=(1146,667,1348,703)
program-row: 18.00 Ελληνικά τραγούδια xyxy=(12,523,163,535)
funeral-text: Όσοι τον σέβονται κηδεύσομεν σήμερον και ώραν 5 μ.μ. Η συγκέντρωσις εις τό Ιερό Ναό του Αγίου Σάββα. Οι ακολουθούντες παρακαλούνται όπως προσέλθωσι. xyxy=(496,575,730,622)
bank-affiliate: Υποκατάστημα: 139, WILLIAM STREET, NEW YORK xyxy=(1237,1151,1491,1162)
table-row: Πρόσφυγες και Πετρ. 530 534 xyxy=(255,923,486,935)
notices-row xyxy=(10,564,488,696)
social-item: — Άπόσε και ώραν 21 διέστη εις το «Ατελιέ» εσπερίς πιάνου του Πιέρο Γκουάρνο με έκτα 3ης. xyxy=(496,129,730,164)
